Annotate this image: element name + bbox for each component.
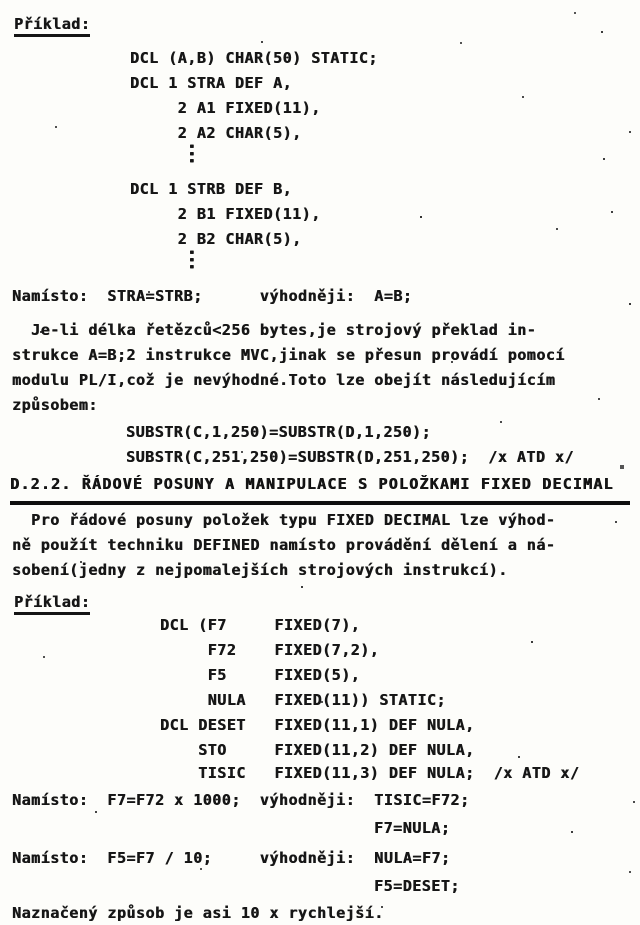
code-line: DCL DESET FIXED(11,1) DEF NULA, bbox=[160, 716, 475, 734]
code-line: 2 B2 CHAR(5), bbox=[130, 230, 302, 248]
paragraph-line: ně použít techniku DEFINED namísto provádění dělení a ná- bbox=[12, 536, 556, 554]
code-line: SUBSTR(C,1,250)=SUBSTR(D,1,250); bbox=[126, 423, 431, 441]
comparison-line: Namísto: F7=F72 x 1000; výhodněji: TISIC=F72; bbox=[12, 791, 470, 809]
closing-line: Naznačený způsob je asi 10 x rychlejší. bbox=[12, 904, 384, 922]
scan-noise bbox=[0, 0, 2, 2]
example-label bbox=[14, 12, 90, 37]
paragraph-line: modulu PL/I,což je nevýhodné.Toto lze obejít následujícím bbox=[12, 371, 556, 389]
code-line: DCL 1 STRB DEF B, bbox=[130, 180, 293, 198]
comparison-continuation: F7=NULA; bbox=[374, 819, 451, 837]
paragraph-line: způsobem: bbox=[12, 396, 98, 414]
comparison-line: Namísto: F5=F7 / 10; výhodněji: NULA=F7; bbox=[12, 849, 451, 867]
vertical-ellipsis: ⋮ bbox=[181, 141, 203, 165]
comparison-continuation: F5=DESET; bbox=[374, 877, 460, 895]
code-line: TISIC FIXED(11,3) DEF NULA; /x ATD x/ bbox=[160, 764, 580, 782]
code-line: F72 FIXED(7,2), bbox=[160, 641, 380, 659]
code-line: STO FIXED(11,2) DEF NULA, bbox=[160, 741, 475, 759]
example-label-text: Příklad: bbox=[14, 15, 90, 37]
code-line: SUBSTR(C,251,250)=SUBSTR(D,251,250); /x ATD x/ bbox=[126, 448, 574, 466]
code-line: 2 B1 FIXED(11), bbox=[130, 205, 321, 223]
example-label-text: Příklad: bbox=[14, 593, 90, 615]
code-line: NULA FIXED(11)) STATIC; bbox=[160, 691, 446, 709]
vertical-ellipsis: ⋮ bbox=[181, 247, 203, 271]
example-label bbox=[14, 590, 90, 615]
section-heading: D.2.2. ŘÁDOVÉ POSUNY A MANIPULACE S POLOŽKAMI FIXED DECIMAL bbox=[10, 472, 630, 505]
paragraph-line: sobení(jedny z nejpomalejších strojových instrukcí). bbox=[12, 561, 508, 579]
code-line: DCL (F7 FIXED(7), bbox=[160, 616, 361, 634]
code-line: F5 FIXED(5), bbox=[160, 666, 361, 684]
code-line: DCL (A,B) CHAR(50) STATIC; bbox=[130, 49, 378, 67]
code-line: 2 A1 FIXED(11), bbox=[130, 99, 321, 117]
paragraph-line: Je-li délka řetězců<256 bytes,je strojový překlad in- bbox=[12, 321, 537, 339]
paragraph-line: Pro řádové posuny položek typu FIXED DECIMAL lze výhod- bbox=[12, 511, 556, 529]
code-line: 2 A2 CHAR(5), bbox=[130, 124, 302, 142]
code-line: DCL 1 STRA DEF A, bbox=[130, 74, 293, 92]
paragraph-line: strukce A=B;2 instrukce MVC,jinak se přesun provádí pomocí bbox=[12, 346, 565, 364]
comparison-line: Namísto: STRA=STRB; výhodněji: A=B; bbox=[12, 287, 413, 305]
